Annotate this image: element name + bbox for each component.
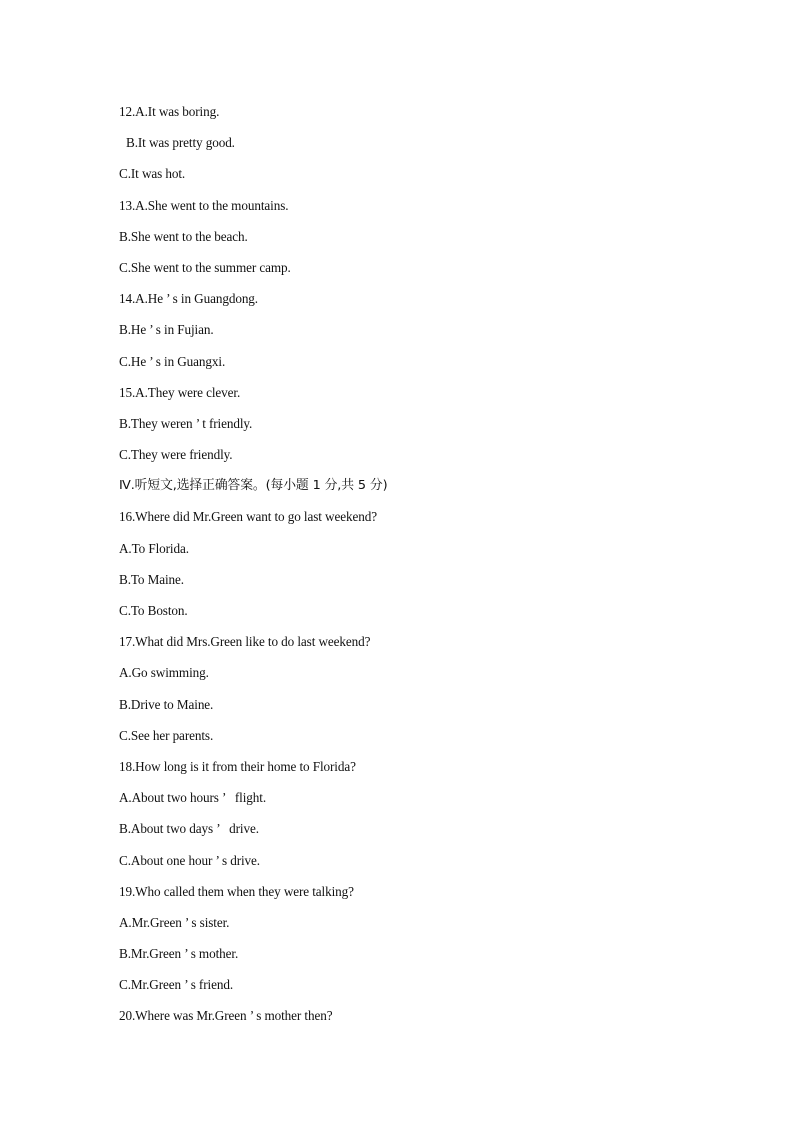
option-15c: C.They were friendly.: [119, 447, 233, 463]
question-19: 19.Who called them when they were talking?: [119, 883, 354, 899]
option-13b: B.She went to the beach.: [119, 228, 248, 244]
question-17: 17.What did Mrs.Green like to do last weekend?: [119, 634, 371, 650]
option-15b: B.They weren ’ t friendly.: [119, 415, 253, 431]
option-19c: C.Mr.Green ’ s friend.: [119, 977, 234, 993]
option-18a: A.About two hours ’ flight.: [119, 790, 267, 806]
option-17a: A.Go swimming.: [119, 665, 209, 681]
option-13c: C.She went to the summer camp.: [119, 259, 291, 275]
option-17c: C.See her parents.: [119, 727, 214, 743]
question-12: 12.A.It was boring.: [119, 104, 220, 119]
option-14c: C.He ’ s in Guangxi.: [119, 353, 226, 369]
option-17b: B.Drive to Maine.: [119, 696, 214, 712]
exam-content: [119, 101, 719, 1037]
option-12c: C.It was hot.: [119, 166, 186, 182]
option-12b: B.It was pretty good.: [126, 135, 235, 151]
option-18c: C.About one hour ’ s drive.: [119, 852, 260, 868]
option-16a: A.To Florida.: [119, 540, 189, 556]
option-19b: B.Mr.Green ’ s mother.: [119, 946, 239, 962]
question-13: 13.A.She went to the mountains.: [119, 197, 289, 213]
option-18b: B.About two days ’ drive.: [119, 821, 259, 837]
question-15: 15.A.They were clever.: [119, 384, 241, 400]
section-iv-heading: Ⅳ.听短文,选择正确答案。(每小题 1 分,共 5 分): [119, 478, 388, 494]
option-19a: A.Mr.Green ’ s sister.: [119, 914, 230, 930]
option-14b: B.He ’ s in Fujian.: [119, 322, 214, 338]
question-18: 18.How long is it from their home to Florida?: [119, 758, 356, 774]
question-14: 14.A.He ’ s in Guangdong.: [119, 291, 259, 307]
option-16c: C.To Boston.: [119, 603, 188, 618]
question-20: 20.Where was Mr.Green ’ s mother then?: [119, 1008, 333, 1024]
option-16b: B.To Maine.: [119, 571, 185, 587]
question-16: 16.Where did Mr.Green want to go last weekend?: [119, 509, 377, 525]
